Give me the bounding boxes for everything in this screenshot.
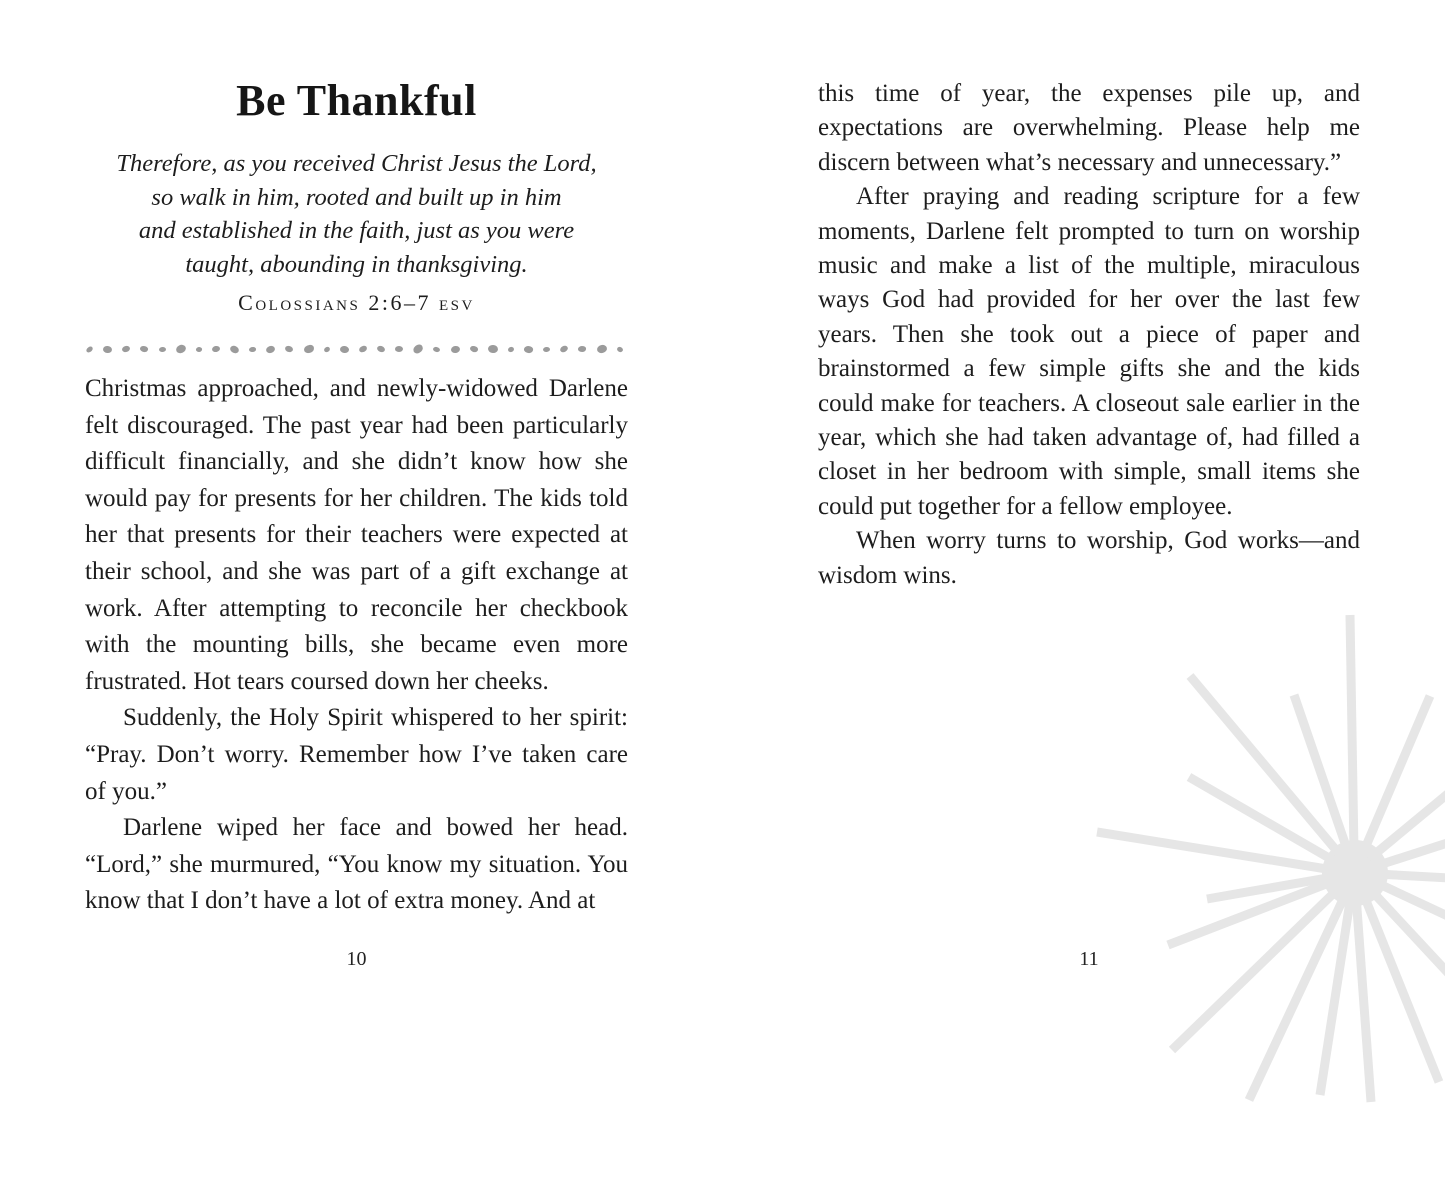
page-number-left: 10 [346,948,367,970]
divider-dot [616,346,623,353]
body-text-left-page [85,371,628,920]
divider-dot [323,345,331,352]
divider-dot [559,344,569,353]
scripture-line: and established in the faith, just as you were [138,217,575,244]
divider-dot [543,346,550,352]
divider-dot [229,344,240,354]
divider-dot [412,343,424,354]
divider-dot [285,345,294,353]
divider-dot [122,345,131,353]
divider-dot [376,345,386,354]
paragraph: Christmas approached, and newly-widowed Darlene felt discouraged. The past year had been particularly difficult financially, and she didn’t know how she would pay for presents for her children. The kids told her that presents for their teachers were expected at their school, and she was part of a gift exchange at work. After attempting to reconcile her checkbook with the mounting bills, she became even more frustrated. Hot tears coursed down her cheeks. [85,375,628,695]
paragraph: Suddenly, the Holy Spirit whispered to her spirit: “Pray. Don’t worry. Remember how I’ve taken care of you.” [85,704,628,805]
scripture-line: so walk in him, rooted and built up in him [151,183,562,211]
paragraph: When worry turns to worship, God works—and wisdom wins. [818,527,1360,589]
divider-dot [140,345,150,353]
scripture-reference: Colossians 2:6–7 esv [238,290,475,315]
divider-dot [469,345,479,354]
chapter-title: Be Thankful [236,76,477,125]
divider-dot [487,345,498,354]
starburst-icon [1035,553,1445,1193]
divider-dot [596,344,608,354]
scripture-lines [56,147,657,281]
scripture-line: Therefore, as you received Christ Jesus the Lord, [116,150,597,177]
paragraph: After praying and reading scripture for a few moments, Darlene felt prompted to turn on worship music and make a list of the multiple, miraculous ways God had provided for her over the last few years. Then she took out a piece of paper and brainstormed a few simple gifts she and the kids could make for teachers. A closeout sale earlier in the year, which she had taken advantage of, had filled a closet in her bedroom with simple, small items she could put together for a fellow employee. [818,183,1360,520]
divider-dot [174,343,186,354]
divider-dot [103,345,113,353]
divider-dot [523,344,534,353]
divider-dot [358,345,367,353]
scripture-line: taught, abounding in thanksgiving. [185,250,528,278]
divider-dot [339,345,349,353]
divider-dot [85,345,94,353]
paragraph: Darlene wiped her face and bowed her head. “Lord,” she murmured, “You know my situation. You know that I don’t have a lot of extra money. And at [85,814,628,915]
divider-dot [303,344,314,353]
divider-dot [395,346,403,352]
paragraph: this time of year, the expenses pile up, and expectations are overwhelming. Please help me discern between what’s necessary and unnecessary.” [818,80,1360,176]
divider-dot [265,344,276,354]
divider-dot [578,345,587,352]
divider-dot [450,345,460,353]
divider-dot [433,346,441,352]
page-number-right: 11 [1079,948,1099,970]
divider-dot [195,346,202,352]
divider-dot [249,346,256,351]
divider-dot [158,346,165,351]
divider-dot [507,346,514,353]
dotted-divider-icon [86,342,623,356]
divider-dot [211,345,220,352]
body-text-right-page [818,77,1360,593]
scripture-quote [56,147,657,320]
